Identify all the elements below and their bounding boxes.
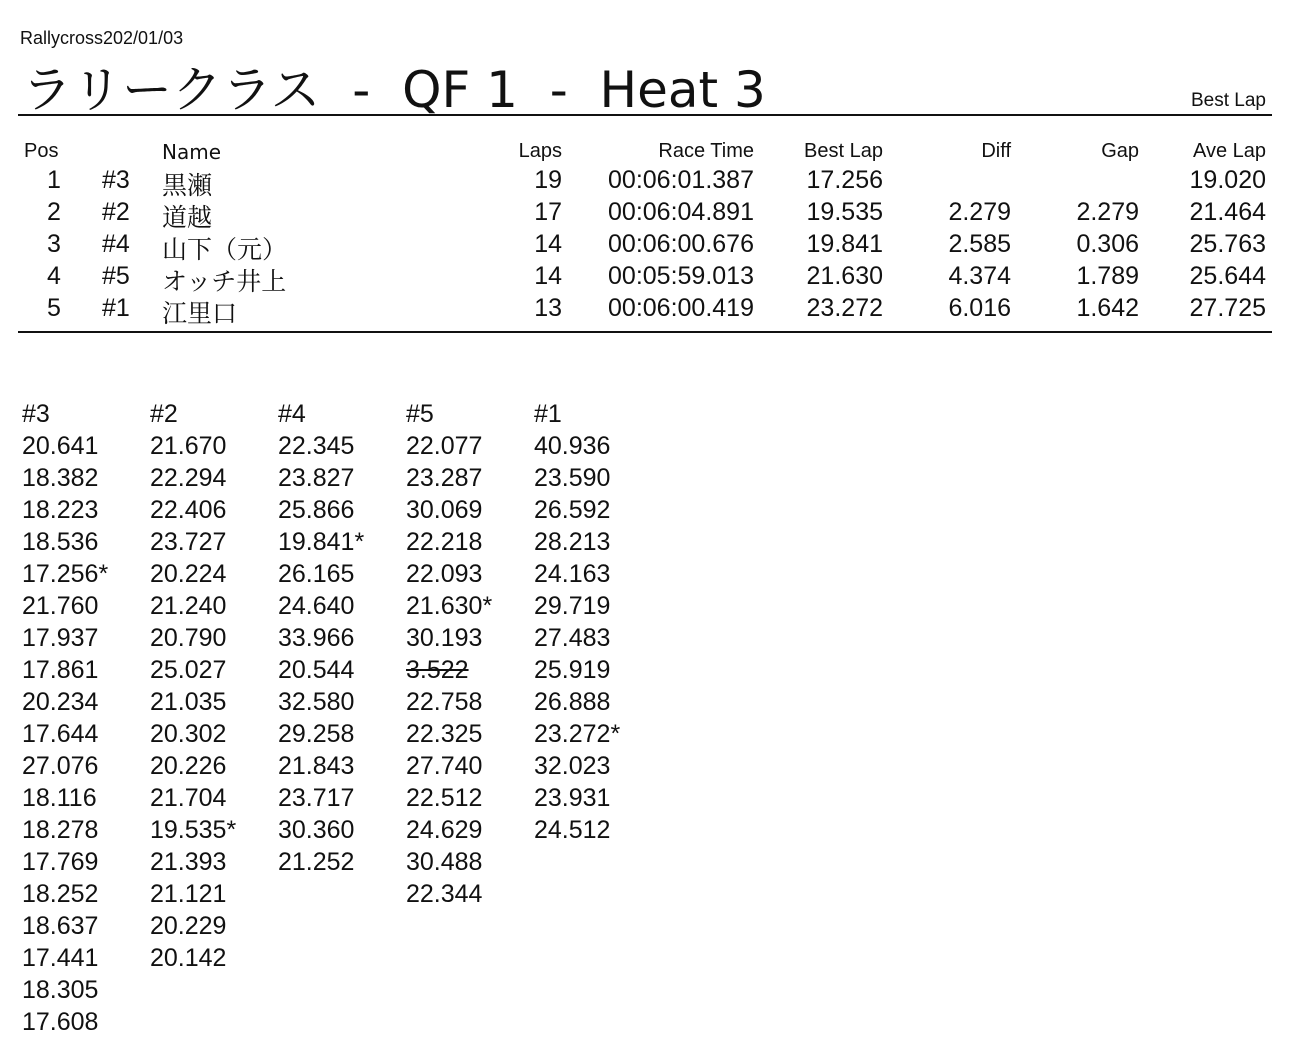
result-pos: 1 xyxy=(47,166,61,194)
lap-time xyxy=(22,1006,150,1038)
lap-time xyxy=(150,782,278,814)
result-best-lap: 23.272 xyxy=(806,294,883,322)
header-divider xyxy=(18,114,1272,116)
result-pos: 5 xyxy=(47,294,61,322)
lap-time xyxy=(22,622,150,654)
lap-column xyxy=(278,398,406,878)
lap-time xyxy=(150,814,278,846)
header-diff: Diff xyxy=(981,140,1011,162)
lap-time xyxy=(22,814,150,846)
lap-time-value: 22.325 xyxy=(406,720,483,748)
lap-time-value: 30.193 xyxy=(406,624,483,652)
lap-time xyxy=(534,590,662,622)
result-name: 道越 xyxy=(162,203,213,232)
result-row xyxy=(0,230,1290,262)
lap-time-value: 25.027 xyxy=(150,656,227,684)
lap-time-value: 21.393 xyxy=(150,848,227,876)
lap-time xyxy=(534,526,662,558)
lap-time xyxy=(150,718,278,750)
lap-time-value: 24.629 xyxy=(406,816,483,844)
lap-time-value: 32.023 xyxy=(534,752,611,780)
lap-time xyxy=(406,622,534,654)
lap-time-value: 21.843 xyxy=(278,752,355,780)
lap-time-value: 20.641 xyxy=(22,432,99,460)
lap-time-value: 17.769 xyxy=(22,848,99,876)
lap-time xyxy=(278,494,406,526)
result-best-lap: 19.841 xyxy=(806,230,883,258)
lap-time-value: 18.637 xyxy=(22,912,99,940)
lap-time xyxy=(278,718,406,750)
lap-time xyxy=(406,686,534,718)
result-diff: 4.374 xyxy=(948,262,1011,290)
lap-time xyxy=(278,686,406,718)
lap-time xyxy=(534,430,662,462)
lap-time-value: 20.142 xyxy=(150,944,227,972)
header-ave-lap: Ave Lap xyxy=(1192,140,1266,162)
lap-time-value: 17.861 xyxy=(22,656,99,684)
lap-time-value: 22.294 xyxy=(150,464,227,492)
lap-time xyxy=(22,750,150,782)
lap-time-value: 22.512 xyxy=(406,784,483,812)
lap-time-value: 18.305 xyxy=(22,976,99,1004)
lap-time-value: 20.229 xyxy=(150,912,227,940)
lap-time xyxy=(534,782,662,814)
result-car-number: #5 xyxy=(102,262,130,290)
result-diff: 2.585 xyxy=(948,230,1011,258)
lap-time xyxy=(278,782,406,814)
lap-time xyxy=(278,590,406,622)
lap-time-value: 33.966 xyxy=(278,624,355,652)
lap-time xyxy=(534,462,662,494)
result-row xyxy=(0,198,1290,230)
header-race-time: Race Time xyxy=(658,140,754,162)
lap-time xyxy=(406,558,534,590)
results-table xyxy=(0,140,1290,326)
lap-time-value: 18.252 xyxy=(22,880,99,908)
lap-time-value: 22.345 xyxy=(278,432,355,460)
lap-time-value: 18.536 xyxy=(22,528,99,556)
lap-time-value: 21.035 xyxy=(150,688,227,716)
lap-time xyxy=(22,462,150,494)
lap-time-value: 23.717 xyxy=(278,784,355,812)
header-name: Name xyxy=(162,140,222,164)
lap-time-value: 20.790 xyxy=(150,624,227,652)
result-best-lap: 21.630 xyxy=(806,262,883,290)
lap-time-value: 24.512 xyxy=(534,816,611,844)
result-row xyxy=(0,262,1290,294)
lap-time xyxy=(150,430,278,462)
lap-time-value: 24.640 xyxy=(278,592,355,620)
lap-time-value: 22.406 xyxy=(150,496,227,524)
lap-time-value: 19.841* xyxy=(278,528,365,556)
header-gap: Gap xyxy=(1101,140,1139,162)
lap-time xyxy=(22,974,150,1006)
result-name: 江里口 xyxy=(162,299,238,328)
lap-time-value: 22.758 xyxy=(406,688,483,716)
lap-time xyxy=(406,430,534,462)
lap-time xyxy=(278,526,406,558)
lap-time-value: 18.382 xyxy=(22,464,99,492)
lap-time xyxy=(278,814,406,846)
result-car-number: #4 xyxy=(102,230,130,258)
lap-time xyxy=(150,686,278,718)
lap-time-value: 30.488 xyxy=(406,848,483,876)
page-title: ラリークラス - QF 1 - Heat 3 xyxy=(22,61,766,119)
lap-time-value: 18.116 xyxy=(22,784,97,812)
result-ave-lap: 25.644 xyxy=(1189,262,1266,290)
lap-time xyxy=(406,750,534,782)
lap-time-value: 25.866 xyxy=(278,496,355,524)
result-car-number: #2 xyxy=(102,198,130,226)
result-gap: 0.306 xyxy=(1076,230,1139,258)
result-row xyxy=(0,294,1290,326)
lap-time xyxy=(406,782,534,814)
lap-time xyxy=(534,494,662,526)
lap-time xyxy=(534,750,662,782)
lap-time xyxy=(406,718,534,750)
result-laps: 19 xyxy=(534,166,562,194)
lap-column-car-number: #3 xyxy=(22,400,50,428)
result-best-lap: 19.535 xyxy=(806,198,883,226)
result-row xyxy=(0,166,1290,198)
lap-time-value: 22.077 xyxy=(406,432,483,460)
lap-time xyxy=(534,654,662,686)
lap-time-value: 40.936 xyxy=(534,432,611,460)
lap-time-value: 30.069 xyxy=(406,496,483,524)
lap-time xyxy=(278,846,406,878)
lap-time xyxy=(278,558,406,590)
lap-time-value: 17.644 xyxy=(22,720,99,748)
lap-time xyxy=(406,462,534,494)
lap-time-value: 29.258 xyxy=(278,720,355,748)
result-car-number: #3 xyxy=(102,166,130,194)
lap-time-value: 26.165 xyxy=(278,560,355,588)
lap-time-value: 20.302 xyxy=(150,720,227,748)
lap-time xyxy=(22,558,150,590)
result-race-time: 00:06:00.419 xyxy=(608,294,754,322)
lap-time xyxy=(22,718,150,750)
lap-time xyxy=(22,686,150,718)
lap-time-value: 27.740 xyxy=(406,752,483,780)
header-pos: Pos xyxy=(24,140,59,162)
result-pos: 2 xyxy=(47,198,61,226)
lap-column-car-number: #2 xyxy=(150,400,178,428)
lap-column-car-number: #5 xyxy=(406,400,434,428)
lap-time xyxy=(150,846,278,878)
results-header-row xyxy=(0,140,1290,166)
lap-time xyxy=(150,942,278,974)
lap-time xyxy=(22,942,150,974)
lap-time-value: 20.224 xyxy=(150,560,227,588)
result-diff: 6.016 xyxy=(948,294,1011,322)
event-label: Rallycross202/01/03 xyxy=(20,28,184,48)
lap-column xyxy=(534,398,662,846)
lap-time-value: 22.218 xyxy=(406,528,483,556)
lap-time xyxy=(150,590,278,622)
lap-time xyxy=(278,654,406,686)
result-name: 黒瀬 xyxy=(162,171,213,200)
result-laps: 14 xyxy=(534,262,562,290)
result-ave-lap: 25.763 xyxy=(1189,230,1266,258)
lap-time xyxy=(278,462,406,494)
lap-time-value: 23.931 xyxy=(534,784,611,812)
lap-time-value: 17.937 xyxy=(22,624,99,652)
result-gap: 1.789 xyxy=(1076,262,1139,290)
lap-time-value: 23.590 xyxy=(534,464,611,492)
lap-time-value: 28.213 xyxy=(534,528,611,556)
lap-time-value: 21.630* xyxy=(406,592,493,620)
lap-time xyxy=(22,846,150,878)
lap-time xyxy=(22,782,150,814)
lap-time xyxy=(150,622,278,654)
result-pos: 3 xyxy=(47,230,61,258)
result-name: 山下（元） xyxy=(162,235,288,264)
lap-time xyxy=(534,718,662,750)
lap-time-value: 20.234 xyxy=(22,688,99,716)
lap-time-value: 18.278 xyxy=(22,816,99,844)
lap-time-value: 24.163 xyxy=(534,560,611,588)
lap-time xyxy=(22,590,150,622)
result-laps: 14 xyxy=(534,230,562,258)
lap-time xyxy=(150,910,278,942)
result-diff: 2.279 xyxy=(948,198,1011,226)
lap-time xyxy=(534,622,662,654)
lap-time xyxy=(22,654,150,686)
lap-time xyxy=(406,494,534,526)
lap-time xyxy=(406,590,534,622)
result-race-time: 00:05:59.013 xyxy=(608,262,754,290)
lap-time xyxy=(150,878,278,910)
result-gap: 2.279 xyxy=(1076,198,1139,226)
lap-time-value: 27.076 xyxy=(22,752,99,780)
lap-time xyxy=(150,494,278,526)
lap-time-value: 23.727 xyxy=(150,528,227,556)
lap-column xyxy=(406,398,534,910)
lap-time-value: 22.344 xyxy=(406,880,483,908)
lap-time-value: 17.608 xyxy=(22,1008,99,1036)
lap-time xyxy=(150,750,278,782)
lap-time xyxy=(534,814,662,846)
lap-time xyxy=(22,526,150,558)
result-laps: 17 xyxy=(534,198,562,226)
lap-time xyxy=(534,686,662,718)
lap-time-value: 21.760 xyxy=(22,592,99,620)
lap-time-value: 27.483 xyxy=(534,624,611,652)
lap-time-value: 18.223 xyxy=(22,496,99,524)
result-race-time: 00:06:04.891 xyxy=(608,198,754,226)
result-race-time: 00:06:01.387 xyxy=(608,166,754,194)
lap-column xyxy=(150,398,278,974)
lap-time xyxy=(150,654,278,686)
lap-time-value: 20.226 xyxy=(150,752,227,780)
header-laps: Laps xyxy=(518,140,562,162)
lap-time-value: 23.272* xyxy=(534,720,621,748)
lap-time-value: 20.544 xyxy=(278,656,355,684)
result-name: オッチ井上 xyxy=(162,267,287,296)
sort-label: Best Lap xyxy=(1191,90,1266,111)
lap-time xyxy=(22,910,150,942)
lap-time xyxy=(150,526,278,558)
lap-time xyxy=(22,494,150,526)
lap-time-value: 21.704 xyxy=(150,784,227,812)
lap-time xyxy=(22,430,150,462)
lap-time-value: 29.719 xyxy=(534,592,611,620)
lap-time-value: 17.256* xyxy=(22,560,109,588)
result-best-lap: 17.256 xyxy=(806,166,883,194)
lap-time xyxy=(406,654,534,686)
lap-column-car-number: #4 xyxy=(278,400,306,428)
lap-time xyxy=(406,878,534,910)
lap-time-value: 21.670 xyxy=(150,432,227,460)
results-divider xyxy=(18,331,1272,333)
lap-time-value: 25.919 xyxy=(534,656,611,684)
result-gap: 1.642 xyxy=(1076,294,1139,322)
lap-time-value: 22.093 xyxy=(406,560,483,588)
lap-time-value: 21.240 xyxy=(150,592,227,620)
lap-time xyxy=(534,558,662,590)
lap-time xyxy=(278,622,406,654)
result-ave-lap: 27.725 xyxy=(1189,294,1266,322)
lap-time-value: 30.360 xyxy=(278,816,355,844)
lap-time xyxy=(150,462,278,494)
lap-time-value: 32.580 xyxy=(278,688,355,716)
lap-time xyxy=(150,558,278,590)
result-ave-lap: 19.020 xyxy=(1189,166,1266,194)
lap-column xyxy=(22,398,150,1038)
lap-time-value: 17.441 xyxy=(22,944,99,972)
lap-column-car-number: #1 xyxy=(534,400,562,428)
lap-time xyxy=(278,750,406,782)
lap-time-value: 3.522 xyxy=(406,656,469,684)
lap-time-value: 21.121 xyxy=(150,880,227,908)
lap-time xyxy=(278,430,406,462)
header-best-lap: Best Lap xyxy=(804,140,883,162)
lap-time-value: 19.535* xyxy=(150,816,237,844)
lap-time-value: 26.592 xyxy=(534,496,611,524)
result-laps: 13 xyxy=(534,294,562,322)
lap-time xyxy=(406,526,534,558)
lap-time xyxy=(22,878,150,910)
result-pos: 4 xyxy=(47,262,61,290)
lap-time-value: 21.252 xyxy=(278,848,355,876)
lap-time xyxy=(406,846,534,878)
lap-time-value: 23.287 xyxy=(406,464,483,492)
result-race-time: 00:06:00.676 xyxy=(608,230,754,258)
lap-time xyxy=(406,814,534,846)
result-ave-lap: 21.464 xyxy=(1189,198,1266,226)
lap-time-value: 23.827 xyxy=(278,464,355,492)
result-car-number: #1 xyxy=(102,294,130,322)
lap-time-value: 26.888 xyxy=(534,688,611,716)
